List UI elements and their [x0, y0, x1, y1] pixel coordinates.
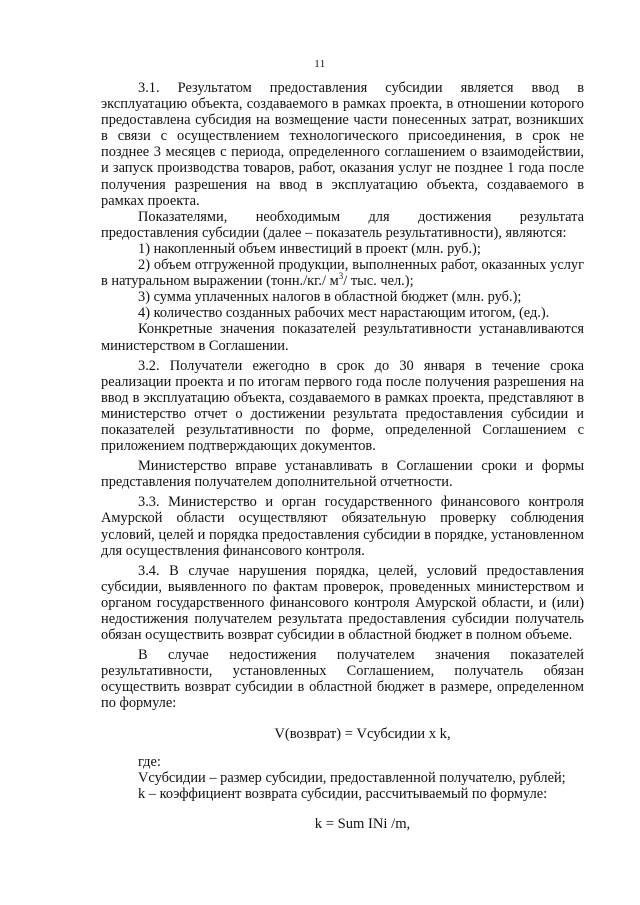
- superscript-3: 3: [338, 271, 344, 282]
- paragraph-partial-return: В случае недостижения получателем значения показателей результативности, установленных Соглашением, получатель обязан осуществить возврат субсидии в областной бюджет в размере, определенном по формуле:: [101, 647, 584, 712]
- paragraph-specific-values: Конкретные значения показателей результативности устанавливаются министерством в Соглашении.: [101, 321, 584, 354]
- paragraph-3-1: 3.1. Результатом предоставления субсидии является ввод в эксплуатацию объекта, создаваемого в рамках проекта, в отношении которого предоставлена субсидия на возмещение части понесенных затрат, возникших в связи с осуществлением технологического присоединения, в срок не позднее 3 месяцев с периода, определенного соглашением о взаимодействии, и запуск производства товаров, работ, оказания услуг не позднее 1 года после получения разрешения на ввод в эксплуатацию объекта, создаваемого в рамках проекта.: [101, 80, 584, 209]
- indicator-item-2-text: 2) объем отгруженной продукции, выполненных работ, оказанных услуг в натуральном выражении (тонн./кг./ м: [101, 257, 584, 290]
- definition-subsidy: Vсубсидии – размер субсидии, предоставленной получателю, рублей;: [138, 769, 566, 786]
- paragraph-3-4: 3.4. В случае нарушения порядка, целей, условий предоставления субсидии, выявленного по фактам проверок, проведенных министерством и органом государственного финансового контроля Амурской области, и (или) недостижения получателем результата предоставления субсидии получатель обязан осуществить возврат субсидии в областной бюджет в полном объеме.: [101, 562, 584, 644]
- indicator-item-4: 4) количество созданных рабочих мест нарастающим итогом, (ед.).: [138, 305, 550, 322]
- paragraph-indicators-intro: Показателями, необходимым для достижения результата предоставления субсидии (далее – показатель результативности), являются:: [101, 208, 584, 241]
- indicator-item-2: [101, 257, 584, 289]
- paragraph-3-2: 3.2. Получатели ежегодно в срок до 30 января в течение срока реализации проекта и по итогам первого года после получения разрешения на ввод в эксплуатацию объекта, создаваемого в рамках проекта, представляют в министерство отчет о достижении результата предоставления субсидии и показателей результативности по форме, определенной Соглашением с приложением подтверждающих документов.: [101, 357, 584, 455]
- where-label: где:: [138, 753, 161, 770]
- paragraph-additional-reporting: Министерство вправе устанавливать в Соглашении сроки и формы представления получателем дополнительной отчетности.: [101, 458, 584, 491]
- document-body: [101, 80, 584, 844]
- indicator-item-3: 3) сумма уплаченных налогов в областной бюджет (млн. руб.);: [138, 289, 522, 306]
- paragraph-3-3: 3.3. Министерство и орган государственного финансового контроля Амурской области осуществляют обязательную проверку соблюдения условий, целей и порядка предоставления субсидии в порядке, установленном для осуществления финансового контроля.: [101, 494, 584, 559]
- indicator-item-2-tail: / тыс. чел.);: [343, 273, 414, 290]
- formula-return: V(возврат) = Vсубсидии x k,: [274, 725, 451, 742]
- indicator-item-1: 1) накопленный объем инвестиций в проект (млн. руб.);: [138, 240, 481, 257]
- definition-k: k – коэффициент возврата субсидии, рассчитываемый по формуле:: [138, 785, 548, 802]
- page-number: 11: [314, 58, 326, 70]
- formula-coefficient: k = Sum INi /m,: [314, 815, 411, 832]
